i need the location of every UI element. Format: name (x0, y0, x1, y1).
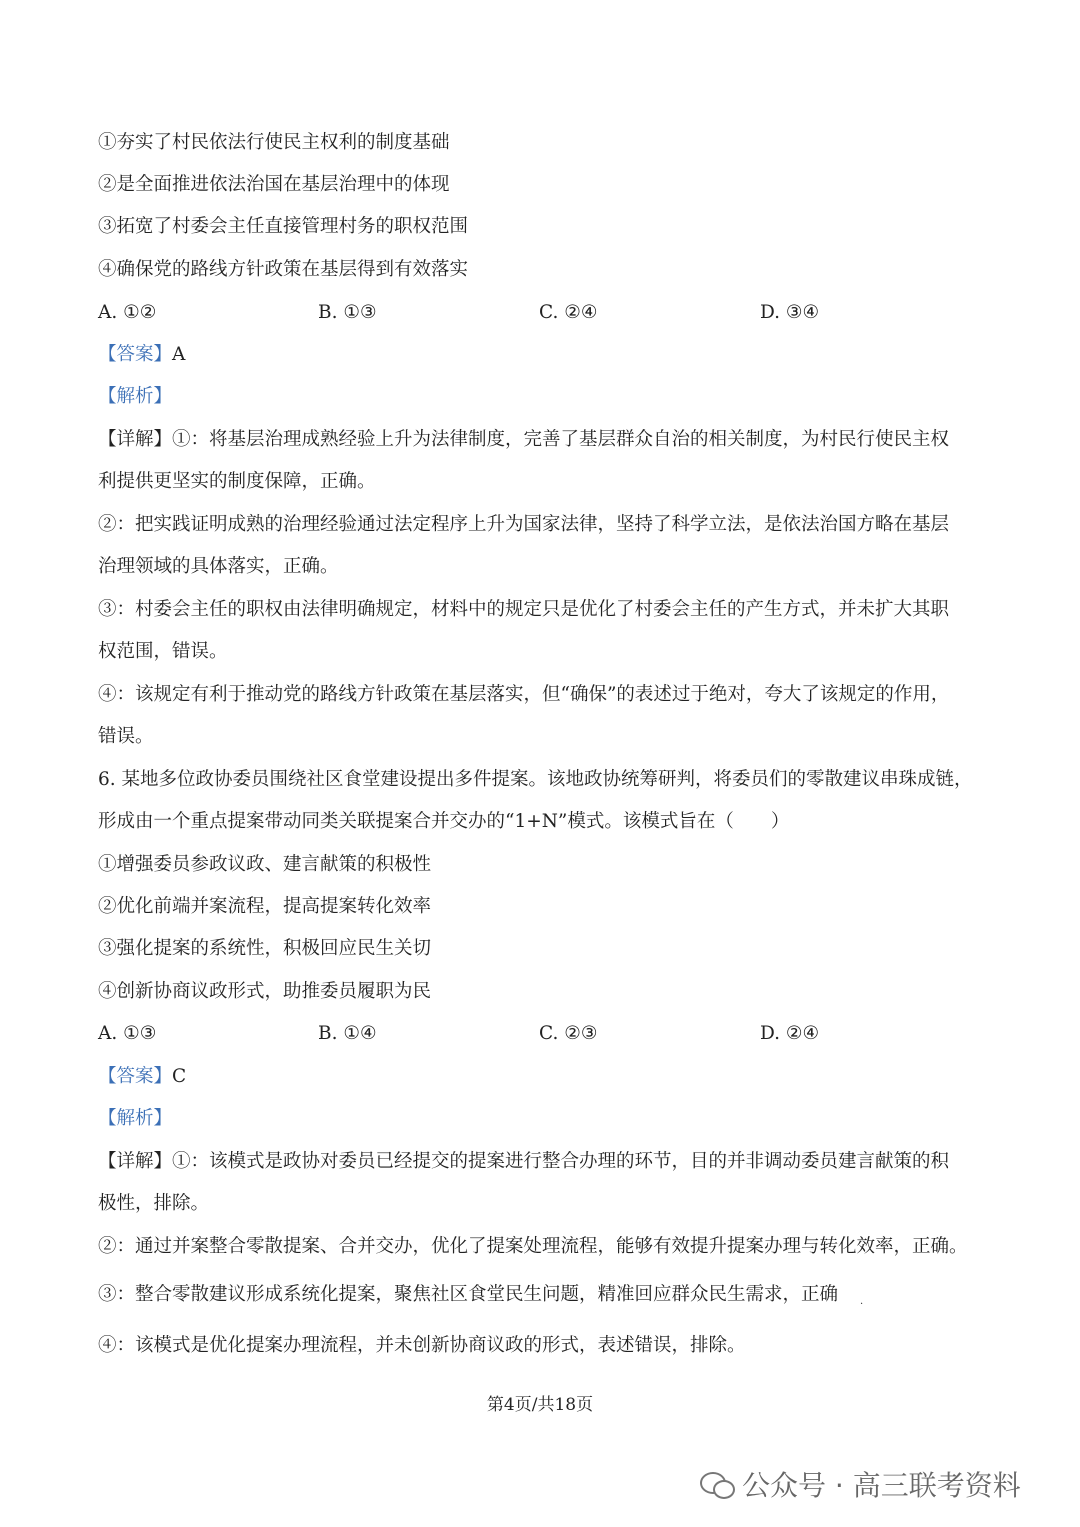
q5-detail-2: 利提供更坚实的制度保障，正确。 (98, 471, 376, 492)
q6-option-d: D. ②④ (760, 1023, 820, 1044)
q6-option-a: A. ①③ (98, 1023, 157, 1044)
analysis-tag: 【解析】 (98, 1108, 173, 1129)
q6-detail-3: ②：通过并案整合零散提案、合并交办，优化了提案处理流程，能够有效提升提案办理与转化效率，正确。 (98, 1236, 968, 1257)
stray-dot: . (860, 1296, 864, 1307)
q5-option-b: B. ①③ (318, 302, 377, 323)
q5-item-3: ③拓宽了村委会主任直接管理村务的职权范围 (98, 216, 469, 237)
q5-item-4: ④确保党的路线方针政策在基层得到有效落实 (98, 259, 469, 280)
detail-tag: 【详解】 (98, 1151, 173, 1172)
wechat-icon (700, 1469, 734, 1499)
q6-stem-1: 6. 某地多位政协委员围绕社区食堂建设提出多件提案。该地政协统筹研判，将委员们的零散建议串珠成链， (98, 769, 973, 790)
q5-detail-7: ④：该规定有利于推动党的路线方针政策在基层落实，但“确保”的表述过于绝对，夸大了该规定的作用， (98, 684, 950, 705)
q5-item-2: ②是全面推进依法治国在基层治理中的体现 (98, 174, 450, 195)
q6-option-c: C. ②③ (539, 1023, 598, 1044)
page-footer: 第4页/共18页 (486, 1395, 594, 1415)
q6-item-4: ④创新协商议政形式，助推委员履职为民 (98, 981, 432, 1002)
q6-stem-2: 形成由一个重点提案带动同类关联提案合并交办的“1+N”模式。该模式旨在（ ） (98, 811, 790, 832)
answer-value: C (172, 1066, 187, 1087)
q5-option-d: D. ③④ (760, 302, 820, 323)
q6-analysis (98, 1106, 172, 1132)
q5-analysis (98, 384, 172, 410)
q5-detail-6: 权范围，错误。 (98, 641, 228, 662)
detail-text: ①：该模式是政协对委员已经提交的提案进行整合办理的环节，目的并非调动委员建言献策的积 (172, 1151, 950, 1172)
q5-detail-8: 错误。 (98, 726, 154, 747)
q5-detail-3: ②：把实践证明成熟的治理经验通过法定程序上升为国家法律，坚持了科学立法，是依法治国方略在基层 (98, 514, 950, 535)
q6-detail-4: ③：整合零散建议形成系统化提案，聚焦社区食堂民生问题，精准回应群众民生需求，正确 (98, 1284, 839, 1305)
q5-detail-5: ③：村委会主任的职权由法律明确规定，材料中的规定只是优化了村委会主任的产生方式，并未扩大其职 (98, 599, 950, 620)
q5-detail-4: 治理领域的具体落实，正确。 (98, 556, 339, 577)
q5-option-a: A. ①② (98, 302, 157, 323)
q6-item-2: ②优化前端并案流程，提高提案转化效率 (98, 896, 432, 917)
q6-item-1: ①增强委员参政议政、建言献策的积极性 (98, 854, 432, 875)
watermark-text: 公众号 · 高三联考资料 (742, 1469, 1021, 1502)
q6-option-b: B. ①④ (318, 1023, 377, 1044)
q6-detail-1 (98, 1149, 949, 1175)
q5-detail-1 (98, 427, 949, 453)
watermark (700, 1464, 1021, 1504)
q6-answer (98, 1064, 186, 1090)
answer-tag: 【答案】 (98, 1066, 173, 1087)
q6-detail-5: ④：该模式是优化提案办理流程，并未创新协商议政的形式，表述错误，排除。 (98, 1335, 746, 1356)
q5-option-c: C. ②④ (539, 302, 598, 323)
detail-tag: 【详解】 (98, 429, 173, 450)
q5-answer (98, 342, 185, 368)
answer-tag: 【答案】 (98, 344, 173, 365)
q6-item-3: ③强化提案的系统性，积极回应民生关切 (98, 938, 432, 959)
q5-item-1: ①夯实了村民依法行使民主权利的制度基础 (98, 132, 450, 153)
analysis-tag: 【解析】 (98, 386, 173, 407)
detail-text: ①：将基层治理成熟经验上升为法律制度，完善了基层群众自治的相关制度，为村民行使民主权 (172, 429, 950, 450)
answer-value: A (172, 344, 186, 365)
q6-detail-2: 极性，排除。 (98, 1193, 210, 1214)
